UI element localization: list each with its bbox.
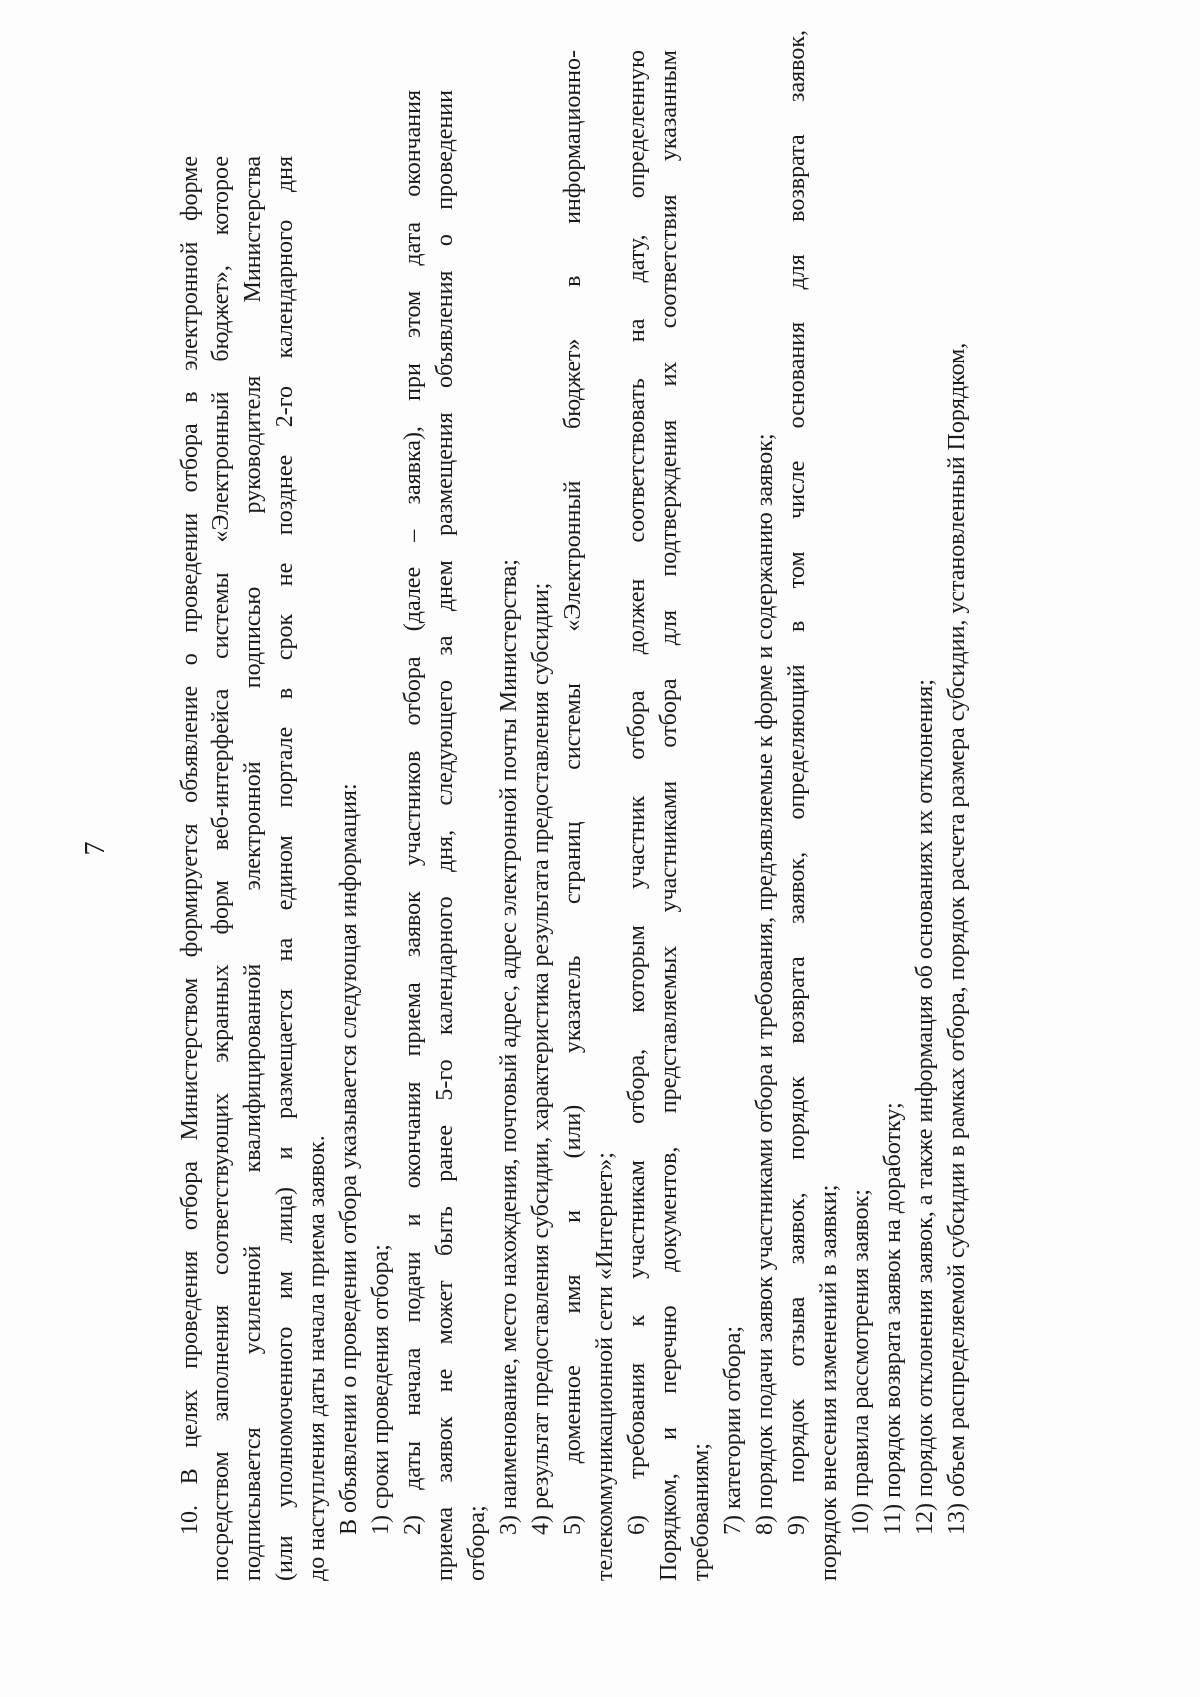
- list-item-7: 7) категории отбора;: [720, 1325, 746, 1535]
- list-item-6-line-1: 6) требования к участникам отбора, которым участник отбора должен соответствовать на дату, определенную: [624, 50, 650, 1535]
- list-item-13: 13) объем распределяемой субсидии в рамках отбора, порядок расчета размера субсидии, установленный Порядком,: [944, 342, 970, 1535]
- list-item-11: 11) порядок возврата заявок на доработку;: [880, 1102, 906, 1535]
- paragraph-10-line-5: до наступления даты начала приема заявок.: [304, 1135, 330, 1581]
- page-number: 7: [80, 841, 111, 856]
- list-item-9-line-1: 9) порядок отзыва заявок, порядок возврата заявок, определяющий в том числе основания для возврата заявок,: [784, 30, 810, 1535]
- list-item-6-line-3: требованиям;: [688, 1443, 714, 1581]
- list-item-8: 8) порядок подачи заявок участниками отбора и требования, предъявляемые к форме и содержанию заявок;: [752, 433, 778, 1535]
- list-item-2-line-1: 2) даты начала подачи и окончания приема заявок участников отбора (далее – заявка), при этом дата окончания: [400, 90, 426, 1535]
- list-item-2-line-2: приема заявок не может быть ранее 5-го календарного дня, следующего за днем размещения объявления о проведении: [432, 90, 458, 1581]
- list-item-5-line-2: телекоммуникационной сети «Интернет»;: [592, 1152, 618, 1581]
- list-item-5-line-1: 5) доменное имя и (или) указатель страниц системы «Электронный бюджет» в информационно-: [560, 50, 586, 1535]
- list-item-2-line-3: отбора;: [464, 1505, 490, 1581]
- list-item-10: 10) правила рассмотрения заявок;: [848, 1189, 874, 1535]
- intro-line: В объявлении о проведении отбора указывается следующая информация:: [336, 783, 362, 1535]
- paragraph-10-line-2: посредством заполнения соответствующих экранных форм веб-интерфейса системы «Электронный бюджет», которое: [208, 156, 234, 1581]
- list-item-12: 12) порядок отклонения заявок, а также информация об основаниях их отклонения;: [912, 679, 938, 1535]
- list-item-4: 4) результат предоставления субсидии, характеристика результата предоставления субсидии;: [528, 582, 554, 1535]
- paragraph-10-line-1: 10. В целях проведения отбора Министерством формируется объявление о проведении отбора в электронной форме: [177, 156, 203, 1535]
- paragraph-10-line-4: (или уполномоченного им лица) и размещается на едином портале в срок не позднее 2-го календарного дня: [272, 156, 298, 1581]
- paragraph-10-line-3: подписывается усиленной квалифицированной электронной подписью руководителя Министерства: [240, 156, 266, 1581]
- list-item-6-line-2: Порядком, и перечню документов, представляемых участниками отбора для подтверждения их соответствия указанным: [656, 50, 682, 1581]
- list-item-1: 1) сроки проведения отбора;: [368, 1244, 394, 1535]
- list-item-3: 3) наименование, место нахождения, почтовый адрес, адрес электронной почты Министерства;: [496, 559, 522, 1535]
- list-item-9-line-2: порядок внесения изменений в заявки;: [816, 1184, 842, 1581]
